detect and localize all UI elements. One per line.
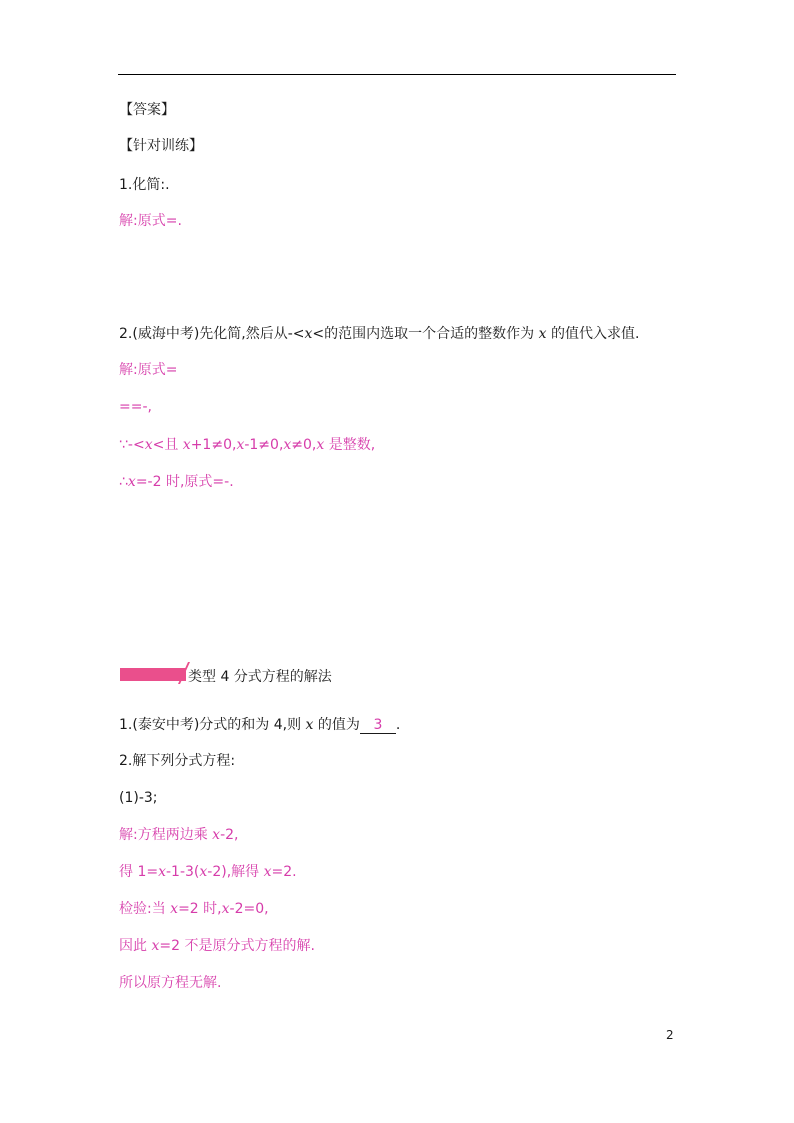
p2-sol-part: -2=0, [229,901,269,917]
p2-solution-line5: 所以原方程无解. [119,975,222,991]
p2-var: x [170,901,179,917]
q2-solution-line1: 解:原式= [119,362,178,378]
page-number: 2 [666,1028,674,1042]
q2-prompt [119,325,639,343]
p1-text: . [395,717,401,733]
q2-solution-line2: ==-, [119,399,152,415]
q2-var: x [236,437,245,453]
q2-var: x [144,437,153,453]
answer-heading: 【答案】 [119,102,175,118]
p1-text: 1.(泰安中考)分式的和为 4,则 [119,717,306,733]
p2-sol-part: -2),解得 [207,864,264,880]
q2-prompt-part: 2.(威海中考)先化简,然后从-< [119,326,305,342]
p2-sol-part: 得 1= [119,864,159,880]
p2-sol-part: -2, [220,827,239,843]
training-heading: 【针对训练】 [119,138,203,154]
q1-prompt: 1.化简:. [119,177,170,193]
p2-var: x [158,864,166,880]
q2-prompt-part: 的值代入求值. [546,326,640,342]
p2-solution-line2 [119,863,297,881]
p2-sol-part: =2. [271,864,297,880]
p2-sol-part: 检验:当 [119,901,171,917]
q2-var: x [182,437,191,453]
q2-sol-part: <且 [152,437,183,453]
p2-sol-part: =2 时, [178,901,222,917]
q2-var: x [538,326,547,342]
q2-sol-part: +1≠0, [190,437,237,453]
p2-sol-part: -1-3( [166,864,200,880]
p2-sol-part: =2 不是原分式方程的解. [159,938,315,954]
p2-var: x [212,827,221,843]
header-rule [118,74,676,75]
q2-var: x [283,437,292,453]
q2-var: x [127,474,136,490]
q2-sol-part: -1≠0, [244,437,284,453]
q2-sol-part: ≠0, [291,437,317,453]
p2-var: x [151,938,160,954]
q2-var: x [316,437,325,453]
p2-var: x [199,864,208,880]
q2-sol-part: 是整数, [324,437,376,453]
section-bar [120,668,186,681]
p1-var: x [305,717,314,733]
section-title: 类型 4 分式方程的解法 [188,669,332,685]
p2-var: x [263,864,272,880]
p2-sol-part: 解:方程两边乘 [119,827,213,843]
q2-sol-part: ∵-< [119,437,145,453]
p2-sub1: (1)-3; [119,790,158,806]
p1-answer-blank: 3 [360,718,396,734]
q2-var: x [304,326,313,342]
p2-sol-part: 因此 [119,938,152,954]
p1-prompt [119,716,400,734]
q2-solution-line4 [119,473,234,491]
q2-sol-part: ∴ [119,474,128,490]
q2-sol-part: =-2 时,原式=-. [135,474,234,490]
p2-prompt: 2.解下列分式方程: [119,753,236,769]
q2-solution-line3 [119,436,375,454]
p1-text: 的值为 [313,717,360,733]
p2-var: x [221,901,230,917]
q1-solution: 解:原式=. [119,213,182,229]
q2-prompt-part: <的范围内选取一个合适的整数作为 [312,326,539,342]
p2-solution-line1 [119,826,239,844]
p2-solution-line3 [119,900,269,918]
p2-solution-line4 [119,937,315,955]
